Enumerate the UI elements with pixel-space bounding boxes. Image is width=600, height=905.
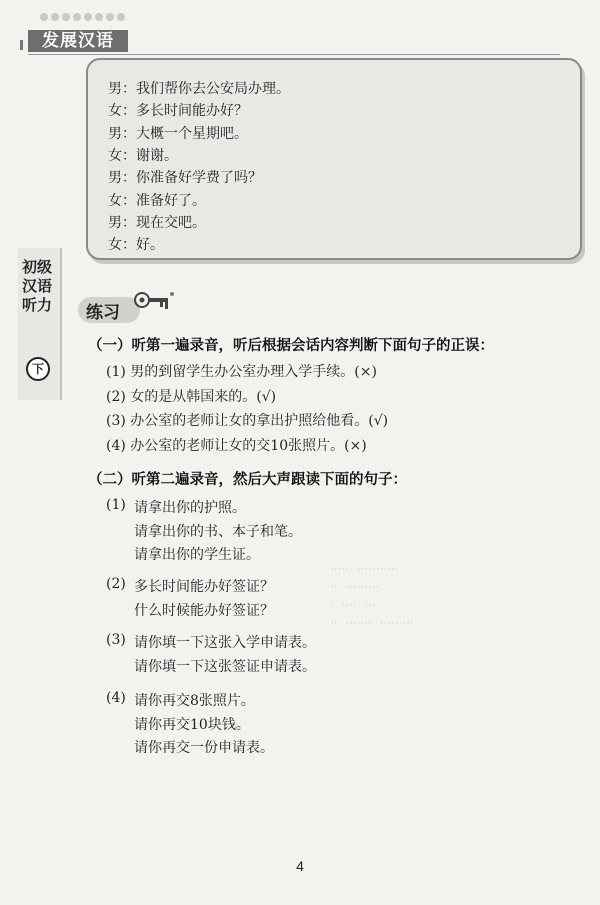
key-icon [132,286,178,314]
repeat-sentence: 多长时间能办好签证？ [134,579,274,595]
show-through-texture: ····· ··········· ·· ········· · ···· ··· ·· ······· ········· [330,562,414,630]
book-title: 发展汉语 [42,31,114,51]
repeat-sentence: 什么时候能办好签证？ [134,602,274,619]
header-decoration [40,6,128,25]
volume-badge: 下 [26,357,50,381]
dialogue-line: 女：多长时间能办好？ [108,103,248,120]
exercise-title: 练习 [86,303,120,323]
side-tab-title: 初级汉语听力 [21,258,52,314]
part2-instruction: （二）听第二遍录音，然后大声跟读下面的句子： [88,472,407,488]
repeat-group-number: (2) [106,576,126,592]
repeat-sentence: 请你填一下这张入学申请表。 [134,635,316,651]
dialogue-line: 女：谢谢。 [108,147,178,164]
part1-instruction: （一）听第一遍录音，听后根据会话内容判断下面句子的正误： [88,338,494,354]
repeat-sentence: 请你再交一份申请表。 [134,740,274,756]
repeat-sentence: 请你再交10块钱。 [134,716,250,733]
page-number: 4 [296,858,304,874]
dialogue-line: 男：你准备好学费了吗？ [108,170,262,187]
repeat-group-number: (4) [106,690,126,706]
repeat-sentence: 请拿出你的学生证。 [134,547,260,563]
true-false-item: (2) 女的是从韩国来的。(√) [106,388,277,405]
repeat-sentence: 请拿出你的护照。 [134,500,246,516]
repeat-sentence: 请拿出你的书、本子和笔。 [134,523,302,540]
true-false-item: (3) 办公室的老师让女的拿出护照给他看。(√) [106,413,389,429]
true-false-item: (1) 男的到留学生办公室办理入学手续。(×) [106,364,377,380]
header-tick [20,40,23,50]
true-false-item: (4) 办公室的老师让女的交10张照片。(×) [106,437,367,454]
repeat-sentence: 请你再交8张照片。 [134,693,255,709]
dialogue-line: 女：准备好了。 [108,192,206,209]
dialogue-line: 男：大概一个星期吧。 [108,125,248,142]
repeat-sentence: 请你填一下这张签证申请表。 [134,658,316,675]
repeat-group-number: (3) [106,632,126,648]
repeat-group-number: (1) [106,497,126,513]
dialogue-line: 男：现在交吧。 [108,214,206,231]
dialogue-line: 男：我们帮你去公安局办理。 [108,81,290,97]
header-rule [28,54,560,55]
dialogue-line: 女：好。 [108,237,164,254]
